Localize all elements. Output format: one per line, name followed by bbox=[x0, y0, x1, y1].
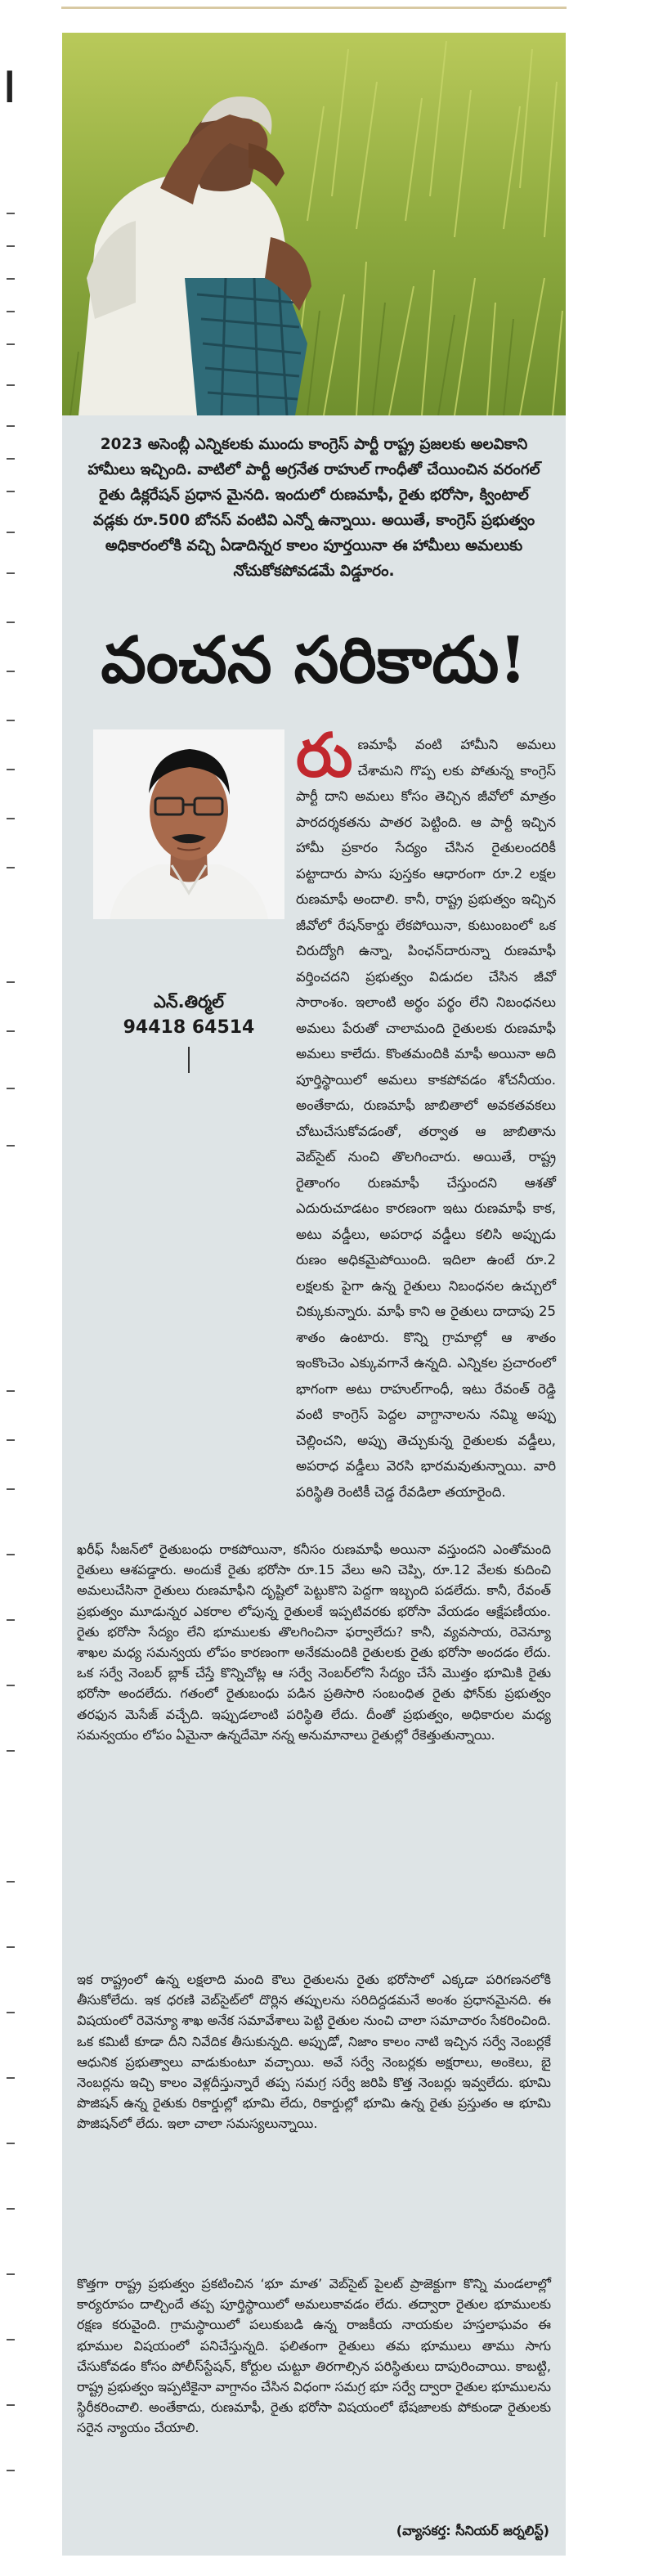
author-phone: 94418 64514 bbox=[123, 1017, 255, 1038]
body-paragraph-4: కొత్తగా రాష్ట్ర ప్రభుత్వం ప్రకటించిన ‘భూ మాత’ వెబ్‌సైట్ పైలట్ ప్రాజెక్టుగా కొన్ని మండలాల్లో కార్యరూపం దాల్చిందే తప్ప పూర్తిస్థాయిలో అమలుకావడం లేదు. తద్వారా రైతుల భూములకు రక్షణ కరువైంది. గ్రామస్థాయిలో పలుకుబడి ఉన్న రాజకీయ నాయకుల హస్తలాఘవం ఈ భూముల విషయంలో పనిచేస్తున్నది. ఫలితంగా రైతులు తమ భూములు తాము సాగు చేసుకోవడం కోసం పోలీస్‌స్టేషన్, కోర్టుల చుట్టూ తిరగాల్సిన పరిస్థితులు దాపురించాయి. కాబట్టి, రాష్ట్ర ప్రభుత్వం ఇప్పటికైనా వాగ్దానం చేసిన విధంగా సమగ్ర భూ సర్వే ద్వారా రైతుల భూములను స్థిరీకరించాలి. అంతేకాదు, రుణమాఫీ, రైతు భరోసా విషయంలో భేషజాలకు పోకుండా రైతులకు సరైన న్యాయం చేయాలి. bbox=[77, 2276, 551, 2436]
intro-summary bbox=[80, 432, 548, 584]
author-photo bbox=[93, 729, 284, 919]
intro-text: 2023 అసెంబ్లీ ఎన్నికలకు ముందు కాంగ్రెస్ పార్టీ రాష్ట్ర ప్రజలకు అలవికాని హామీలు ఇచ్చింది. వాటిలో పార్టీ అగ్రనేత రాహుల్ గాంధీతో చేయించిన వరంగల్ రైతు డిక్లరేషన్ ప్రధాన మైనది. ఇందులో రుణమాఫీ, రైతు భరోసా, క్వింటాల్ వడ్లకు రూ.500 బోనస్ వంటివి ఎన్నో ఉన్నాయి. అయితే, కాంగ్రెస్ ప్రభుత్వం అధికారంలోకి వచ్చి ఏడాదిన్నర కాలం పూర్తయినా ఈ హామీలు అమలుకు నోచుకోకపోవడమే విడ్డూరం. bbox=[87, 436, 540, 580]
cropped-glyph: ı bbox=[2, 49, 18, 116]
author-note: (వ్యాసకర్త: సీనియర్ జర్నలిస్ట్) bbox=[396, 2523, 549, 2538]
headline: వంచన సరికాదు! bbox=[101, 623, 527, 698]
body-paragraph-2: ఖరీఫ్ సీజన్‌లో రైతుబంధు రాకపోయినా, కనీసం రుణమాఫీ అయినా వస్తుందని ఎంతోమంది రైతులు ఆశపడ్డారు. అందుకే రైతు భరోసా రూ.15 వేలు అని చెప్పి, రూ.12 వేలకు కుదించి అమలుచేసినా రైతులు రుణమాఫీని దృష్టిలో పెట్టుకొని పెద్దగా ఇబ్బంది పడలేదు. కానీ, రేవంత్ ప్రభుత్వం మూడున్నర ఎకరాల లోపున్న రైతులకే ఇప్పటివరకు భరోసా వేయడం ఆక్షేపణీయం. రైతు భరోసా సేద్యం లేని భూములకు తొలగించినా ఫర్వాలేదు? కానీ, వ్యవసాయ, రెవెన్యూ శాఖల మధ్య సమన్వయ లోపం కారణంగా అనేకమందికి రైతులకు రైతు భరోసా అందడం లేదు. ఒక సర్వే నెంబర్ బ్లాక్ చేస్తే కొన్నిచోట్ల ఆ సర్వే నెంబర్‌లోని సేద్యం చేసే మొత్తం భూమికి రైతు భరోసా అందలేదు. గతంలో రైతుబంధు పడిన ప్రతిసారి సంబంధిత రైతు ఫోన్‌కు ప్రభుత్వం తరఫున మెసేజ్ వచ్చేది. ఇప్పుడలాంటి పరిస్థితి లేదు. దీంతో ప్రభుత్వం, అధికారుల మధ్య సమన్వయం లోపం ఏమైనా ఉన్నదేమో నన్న అనుమానాలు రైతుల్లో రేకెత్తుతున్నాయి. bbox=[77, 1542, 551, 1743]
farmer-photo bbox=[62, 33, 566, 415]
article-panel bbox=[62, 33, 566, 2556]
author-byline bbox=[93, 990, 284, 1073]
author-name: ఎన్.తిర్మల్ bbox=[153, 992, 225, 1012]
opening-paragraph-text: ణమాఫీ వంటి హామీని అమలు చేశామని గొప్ప లకు పోతున్న కాంగ్రెస్ పార్టీ దాని అమలు కోసం తెచ్చిన జీవోలో మాత్రం పారదర్శకతను పాతర పెట్టింది. ఆ పార్టీ ఇచ్చిన హామీ ప్రకారం సేద్యం చేసిన రైతులందరికీ పట్టాదారు పాసు పుస్తకం ఆధారంగా రూ.2 లక్షల రుణమాఫీ అందాలి. కానీ, రాష్ట్ర ప్రభుత్వం ఇచ్చిన జీవోలో రేషన్‌కార్డు లేకపోయినా, కుటుంబంలో ఒక చిరుద్యోగి ఉన్నా, పింఛన్‌దారున్నా రుణమాఫీ వర్తించదని ప్రభుత్వం విడుదల చేసిన జీవో సారాంశం. ఇలాంటి అర్థం పర్థం లేని నిబంధనలు అమలు పేరుతో చాలామంది రైతులకు రుణమాఫీ అమలు కాలేదు. కొంతమందికి మాఫీ అయినా అది పూర్తిస్థాయిలో అమలు కాకపోవడం శోచనీయం. అంతేకాదు, రుణమాఫీ జాబితాలో అవకతవకలు చోటుచేసుకోవడంతో, తర్వాత ఆ జాబితాను వెబ్‌సైట్ నుంచి తొలగించారు. అయితే, రాష్ట్ర రైతాంగం రుణమాఫీ చేస్తుందని ఆశతో ఎదురుచూడటం కారణంగా ఇటు రుణమాఫీ కాక, అటు వడ్డీలు, అపరాధ వడ్డీలు కలిసి అప్పుడు రుణం అధికమైపోయింది. ఇదిలా ఉంటే రూ.2 లక్షలకు పైగా ఉన్న రైతులు నిబంధనల ఉచ్చులో చిక్కుకున్నారు. మాఫీ కాని ఆ రైతులు దాదాపు 25 శాతం ఉంటారు. కొన్ని గ్రామాల్లో ఆ శాతం ఇంకొంచెం ఎక్కువగానే ఉన్నది. ఎన్నికల ప్రచారంలో భాగంగా అటు రాహుల్‌గాంధీ, ఇటు రేవంత్ రెడ్డి వంటి కాంగ్రెస్ పెద్దల వాగ్దానాలను నమ్మి అప్పు చెల్లించని, అప్పు తెచ్చుకున్న రైతులకు వడ్డీలు, అపరాధ వడ్డీలు వెరసి భారమవుతున్నాయి. వారి పరిస్థితి రెంటికీ చెడ్డ రేవడిలా తయారైంది. bbox=[296, 737, 556, 1500]
body-paragraph-3: ఇక రాష్ట్రంలో ఉన్న లక్షలాది మంది కౌలు రైతులను రైతు భరోసాలో ఎక్కడా పరిగణనలోకి తీసుకోలేదు. ఇక ధరణి వెబ్‌సైట్‌లో దొర్లిన తప్పులను సరిదిద్దడమనే అంశం ప్రధానమైనది. ఈ విషయంలో రెవెన్యూ శాఖ అనేక సమావేశాలు పెట్టి రైతుల నుంచి చాలా సమాచారం సేకరించింది. ఒక కమిటీ కూడా దీని నివేదిక తీసుకున్నది. అప్పుడో, నిజాం కాలం నాటి ఇచ్చిన సర్వే నెంబర్లకే ఆధునిక ప్రభుత్వాలు వాడుకుంటూ వచ్చాయి. అవే సర్వే నెంబర్లకు అక్షరాలు, అంకెలు, బై నెంబర్లను ఇచ్చి కాలం వెళ్లదీస్తున్నారే తప్ప సమగ్ర సర్వే జరిపి కొత్త నెంబర్లు ఇవ్వలేదు. భూమి పొజిషన్ ఉన్న రైతుకు రికార్డుల్లో భూమి లేదు, రికార్డుల్లో భూమి ఉన్న రైతు ప్రస్తుతం ఆ భూమి పొజిషన్‌లో లేదు. ఇలా చాలా సమస్యలున్నాయి. bbox=[77, 1972, 551, 2132]
top-rule bbox=[61, 7, 567, 9]
byline-rule bbox=[188, 1047, 190, 1073]
neighbor-column-edge bbox=[0, 0, 51, 2576]
drop-cap: రు bbox=[296, 720, 353, 791]
opening-paragraph bbox=[296, 720, 556, 1505]
